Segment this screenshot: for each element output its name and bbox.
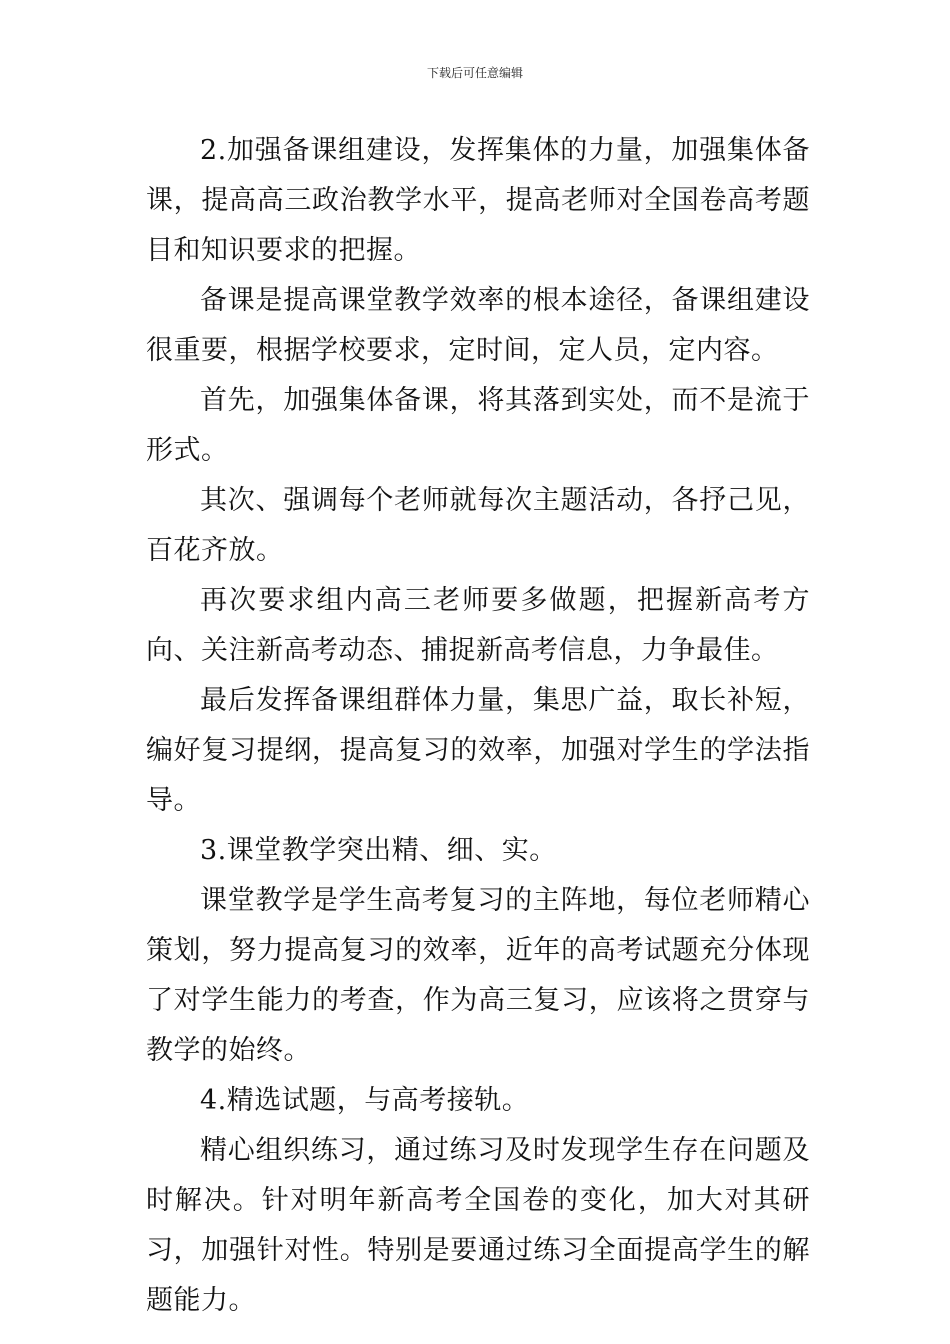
document-body: [146, 126, 810, 1326]
paragraph-third: 再次要求组内高三老师要多做题，把握新高考方向、关注新高考动态、捕捉新高考信息，力争最佳。: [146, 585, 810, 666]
paragraph-practice: 精心组织练习，通过练习及时发现学生存在问题及时解决。针对明年新高考全国卷的变化，加大对其研习，加强针对性。特别是要通过练习全面提高学生的解题能力。: [146, 1135, 810, 1316]
paragraph-first: 首先，加强集体备课，将其落到实处，而不是流于形式。: [146, 385, 810, 466]
paragraph-finally: 最后发挥备课组群体力量，集思广益，取长补短，编好复习提纲，提高复习的效率，加强对学生的学法指导。: [146, 685, 810, 816]
header-note: 下载后可任意编辑: [426, 66, 523, 80]
paragraph-second: 其次、强调每个老师就每次主题活动，各抒己见，百花齐放。: [146, 485, 810, 566]
paragraph-select-questions-heading: 4.精选试题，与高考接轨。: [200, 1085, 530, 1116]
paragraph-strengthen-lesson-group: 2.加强备课组建设，发挥集体的力量，加强集体备课，提高高三政治教学水平，提高老师对全国卷高考题目和知识要求的把握。: [146, 135, 810, 266]
paragraph-classroom-heading: 3.课堂教学突出精、细、实。: [200, 835, 557, 866]
paragraph-classroom-teaching: 课堂教学是学生高考复习的主阵地，每位老师精心策划，努力提高复习的效率，近年的高考试题充分体现了对学生能力的考查，作为高三复习，应该将之贯穿与教学的始终。: [146, 885, 810, 1066]
paragraph-lesson-prep-importance: 备课是提高课堂教学效率的根本途径，备课组建设很重要，根据学校要求，定时间，定人员，定内容。: [146, 285, 810, 366]
